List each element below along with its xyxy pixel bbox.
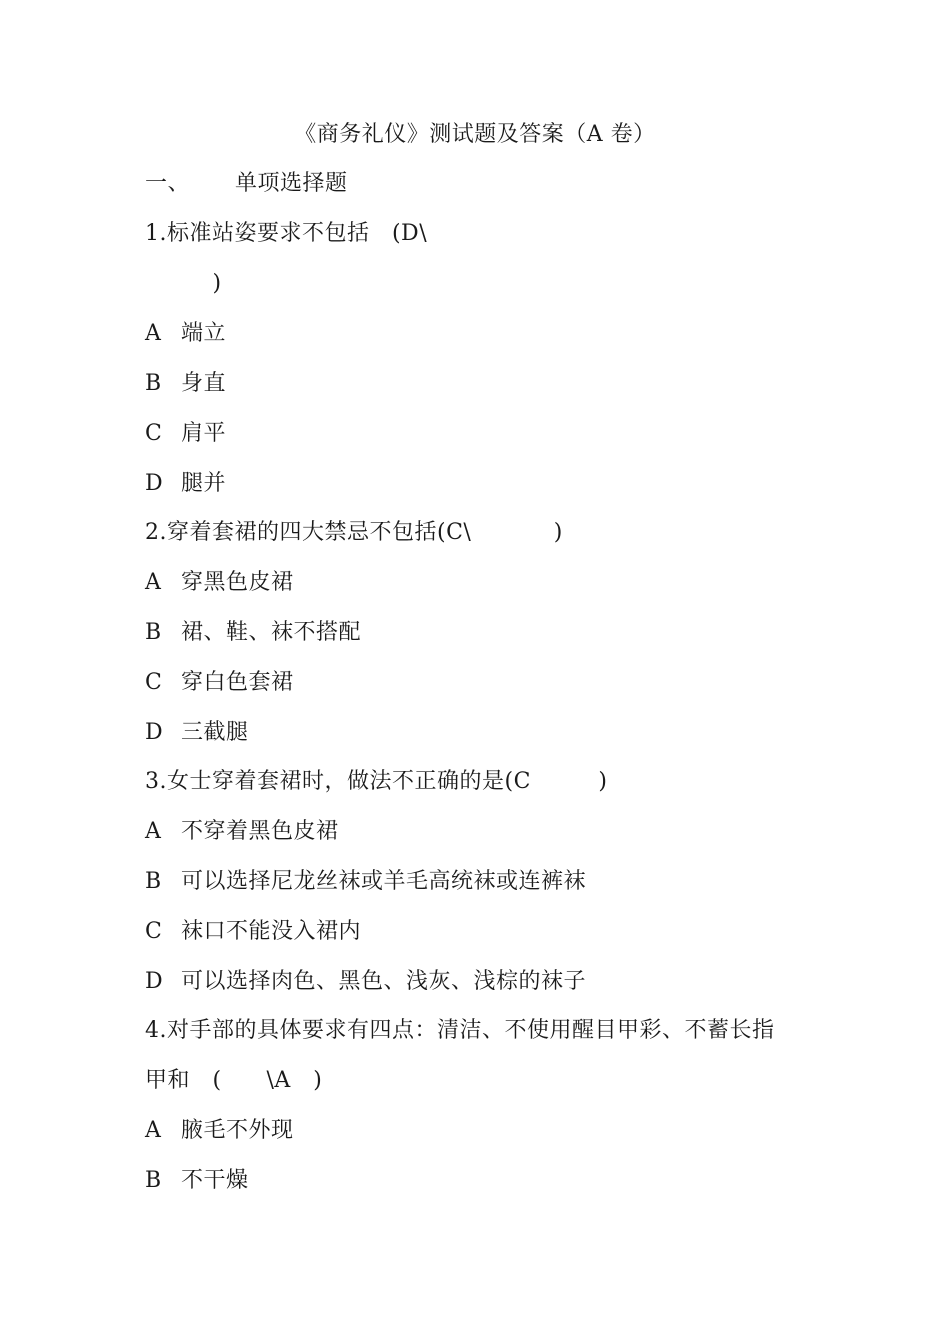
option-letter: D bbox=[145, 471, 164, 496]
option-letter: B bbox=[145, 869, 162, 894]
question-1-stem: 1.标准站姿要求不包括 (D\ bbox=[145, 221, 428, 246]
question-2-option-b bbox=[145, 618, 361, 648]
question-4-stem: 4.对手部的具体要求有四点：清洁、不使用醒目甲彩、不蓄长指 bbox=[145, 1018, 775, 1043]
option-text: 腿并 bbox=[181, 471, 227, 496]
question-1-option-a bbox=[145, 319, 226, 349]
section-heading: 一、 单项选择题 bbox=[145, 171, 348, 196]
question-4-stem-continued: 甲和 ( \A ) bbox=[145, 1068, 323, 1093]
question-3-option-b bbox=[145, 867, 586, 897]
option-letter: B bbox=[145, 620, 162, 645]
option-text: 不穿着黑色皮裙 bbox=[181, 819, 339, 844]
option-letter: B bbox=[145, 371, 162, 396]
option-text: 腋毛不外现 bbox=[181, 1118, 294, 1143]
option-text: 可以选择尼龙丝袜或羊毛高统袜或连裤袜 bbox=[181, 869, 587, 894]
option-letter: C bbox=[145, 670, 163, 695]
option-text: 肩平 bbox=[181, 421, 227, 446]
question-1-stem-continued: ) bbox=[145, 271, 222, 296]
option-letter: A bbox=[145, 819, 162, 844]
option-text: 可以选择肉色、黑色、浅灰、浅棕的袜子 bbox=[181, 969, 587, 994]
question-3-option-a bbox=[145, 817, 339, 847]
option-letter: A bbox=[145, 1118, 162, 1143]
option-letter: A bbox=[145, 570, 162, 595]
question-3-option-c bbox=[145, 917, 361, 947]
document-title: 《商务礼仪》测试题及答案（A 卷） bbox=[294, 122, 656, 147]
question-2-option-c bbox=[145, 668, 294, 698]
option-letter: C bbox=[145, 919, 163, 944]
option-text: 穿白色套裙 bbox=[181, 670, 294, 695]
option-text: 袜口不能没入裙内 bbox=[181, 919, 362, 944]
option-text: 端立 bbox=[181, 321, 227, 346]
option-text: 裙、鞋、袜不搭配 bbox=[181, 620, 362, 645]
option-letter: C bbox=[145, 421, 163, 446]
option-text: 身直 bbox=[181, 371, 227, 396]
option-text: 三截腿 bbox=[181, 720, 249, 745]
question-1-option-b bbox=[145, 369, 226, 399]
option-text: 穿黑色皮裙 bbox=[181, 570, 294, 595]
question-4-option-a bbox=[145, 1116, 294, 1146]
option-letter: D bbox=[145, 720, 164, 745]
question-3-stem: 3.女士穿着套裙时，做法不正确的是(C ) bbox=[145, 769, 608, 794]
question-4-option-b bbox=[145, 1166, 249, 1196]
question-3-option-d bbox=[145, 967, 586, 997]
option-letter: B bbox=[145, 1168, 162, 1193]
question-1-option-d bbox=[145, 469, 226, 499]
question-2-stem: 2.穿着套裙的四大禁忌不包括(C\ ) bbox=[145, 520, 563, 545]
option-letter: D bbox=[145, 969, 164, 994]
question-1-option-c bbox=[145, 419, 226, 449]
question-2-option-d bbox=[145, 718, 249, 748]
option-text: 不干燥 bbox=[181, 1168, 249, 1193]
question-2-option-a bbox=[145, 568, 294, 598]
option-letter: A bbox=[145, 321, 162, 346]
